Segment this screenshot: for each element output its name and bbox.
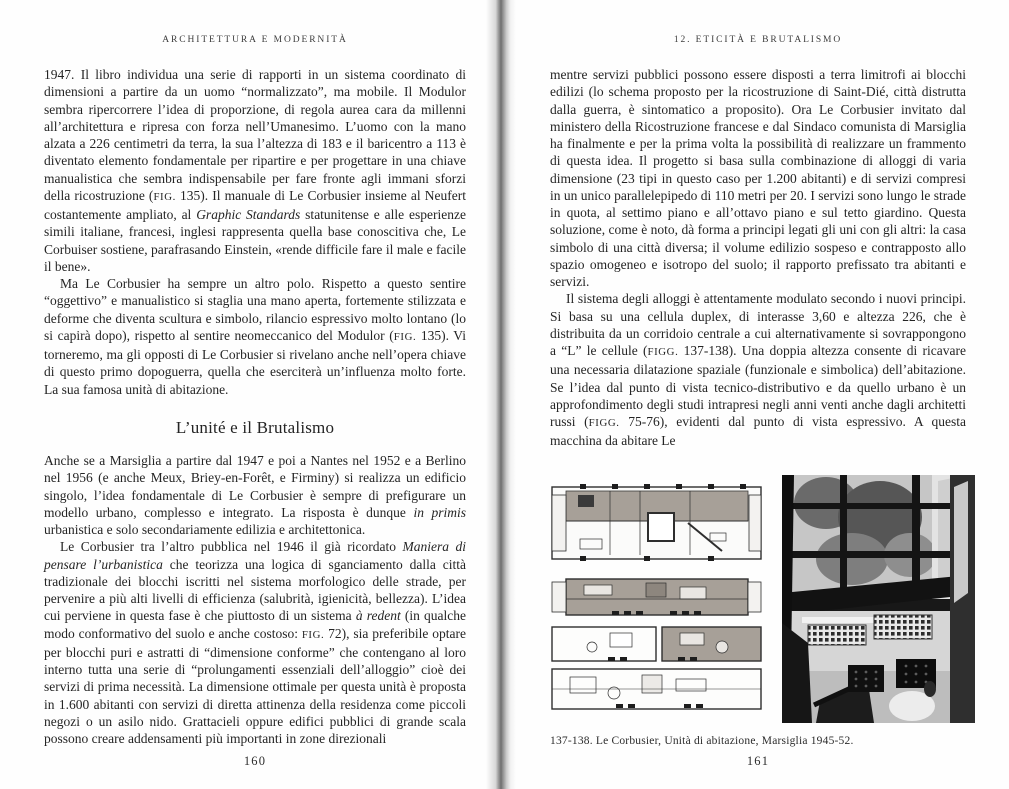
page-number-right: 161 xyxy=(746,754,770,768)
figures-row xyxy=(550,475,975,723)
section-heading: L’unité e il Brutalismo xyxy=(175,417,335,437)
figure-caption: 137-138. Le Corbusier, Unità di abitazione, Marsiglia 1945-52. xyxy=(550,734,854,747)
right-paragraphs xyxy=(550,66,966,450)
left-page xyxy=(0,0,498,789)
running-header-left: ARCHITETTURA E MODERNITÀ xyxy=(162,35,348,45)
running-header-right: 12. ETICITÀ E BRUTALISMO xyxy=(673,35,843,45)
unit-interior-photo-figure xyxy=(782,475,975,723)
paragraph: Le Corbusier tra l’altro pubblica nel 1946 il già ricordato Maniera di pensare l’urbanistica che teorizza una logica di sganciamento dalla città tradizionale dei blocchi iscritti nel sistema morfologico delle strade, per pervenire a più alti livelli di efficienza (salubrità, igienicità, bellezza). L’idea cui perviene in questa fase è che piuttosto di un sistema à redent (in qualche modo conformativo del suolo e anche costoso: FIG. 72), sia preferibile optare per blocchi puri e astratti di “dimensione conforme” che contengano al loro interno tutta una serie di “prolungamenti essenziali dell’alloggio” cioè dei servizi di prima necessità. La dimensione ottimale per questa unità è proposta in 1.600 abitanti con servizi di diretta attinenza della residenza come piccoli negozi o un asilo nido. Grattacieli oppure edifici pubblici di grande scala possono creare addensamenti più importanti in zone direzionali xyxy=(44,539,467,746)
right-text-column xyxy=(550,66,966,450)
unit-floor-plans-figure xyxy=(550,481,765,714)
paragraph: mentre servizi pubblici possono essere disposti a terra limitrofi ai blocchi edilizi (lo schema proposto per la ricostruzione di Saint-Dié, città distrutta dalla guerra, è sintomatico a proposito). Ora Le Corbusier invitato dal ministero della Ricostruzione francese e dal Sindaco comunista di Marsiglia ha finalmente e per la prima volta la possibilità di realizzare un frammento di questa idea. Il progetto si basa sulla combinazione di alloggi di varia dimensione (23 tipi in questo caso per 1.200 abitanti) e di servizi compresi in un unico parallelepipedo di 110 metri per 20. I servizi sono lungo le strade in quota, al settimo piano e all’ottavo piano e sul tetto giardino. Questa soluzione, come è noto, dà forma a principi legati gli uni con gli altri: la casa simbolo di una città diversa; il volume edilizio sospeso e contrapposto allo spazio omogeneo e isotropo del suolo; il rapporto prefissato tra abitanti e servizi. xyxy=(550,67,967,289)
paragraph: Anche se a Marsiglia a partire dal 1947 e poi a Nantes nel 1952 e a Berlino nel 1956 (e anche Meux, Briey-en-Forêt, e Firminy) si realizza un edificio singolo, l’idea fondamentale di Le Corbusier è sempre di prefigurare un modello urbano, complesso e integrato. La risposta è dunque in primis urbanistica e solo secondariamente edilizia e architettonica. xyxy=(44,453,467,537)
paragraph: Ma Le Corbusier ha sempre un altro polo. Rispetto a questo sentire “oggettivo” e manualistico si staglia una mano aperta, fortemente stilizzata e deforme che diventa scultura e simbolo, rilancio espressivo molto lontano (lo si capirà dopo), rispetto al sentire neomeccanico del Modulor (FIG. 135). Vi torneremo, ma gli opposti di Le Corbusier si rivelano anche nell’opera chiave di questo primo dopoguerra, quella che eserciterà un’influenza molto forte. La sua famosa unità di abitazione. xyxy=(44,276,466,397)
paragraph: 1947. Il libro individua una serie di rapporti in un sistema coordinato di dimensioni a partire da un uomo “normalizzato”, ma mobile. Il Modulor sembra ripercorrere l’idea di proporzione, di regola aurea cara da millenni all’architettura e ripresa con forza nell’Umanesimo. L’uomo con la mano alzata a 226 centimetri da terra, la sua l’altezza di 183 e il baricentro a 113 è diventato elemento fondamentale per ripartire e per progettare in una chiave manualistica che sembra indispensabile per fare fronte agli immani sforzi della ricostruzione (FIG. 135). Il manuale di Le Corbusier insieme al Neufert costantemente ampliato, al Graphic Standards statunitense e alle esperienze simili italiane, francesi, inglesi rappresenta quella base conoscitiva che, Le Corbuiser sostiene, parafrasando Einstein, «rende difficile fare il male e facile il bene». xyxy=(44,67,466,274)
left-paragraphs-top xyxy=(44,66,466,398)
page-number-left: 160 xyxy=(243,754,267,768)
left-paragraphs-bottom xyxy=(44,452,466,747)
book-gutter xyxy=(486,0,516,789)
paragraph: Il sistema degli alloggi è attentamente modulato secondo i nuovi principi. Si basa su una cellula duplex, di interasse 3,60 e altezza 226, che è distribuita da un corridoio centrale a cui alternativamente si sovrappongono a “L” le cellule (FIGG. 137-138). Una doppia altezza consente di ricavare una necessaria dilatazione spaziale (funzionale e simbolica) dell’abitazione. Se l’idea dal punto di vista tecnico-distributivo e da quello urbano è un approfondimento degli studi intrapresi negli anni venti anche dagli architetti russi (FIGG. 75-76), evidenti dal punto di vista espressivo. A questa macchina da abitare Le xyxy=(550,291,966,449)
left-text-column xyxy=(44,66,466,747)
right-page xyxy=(512,0,1009,789)
